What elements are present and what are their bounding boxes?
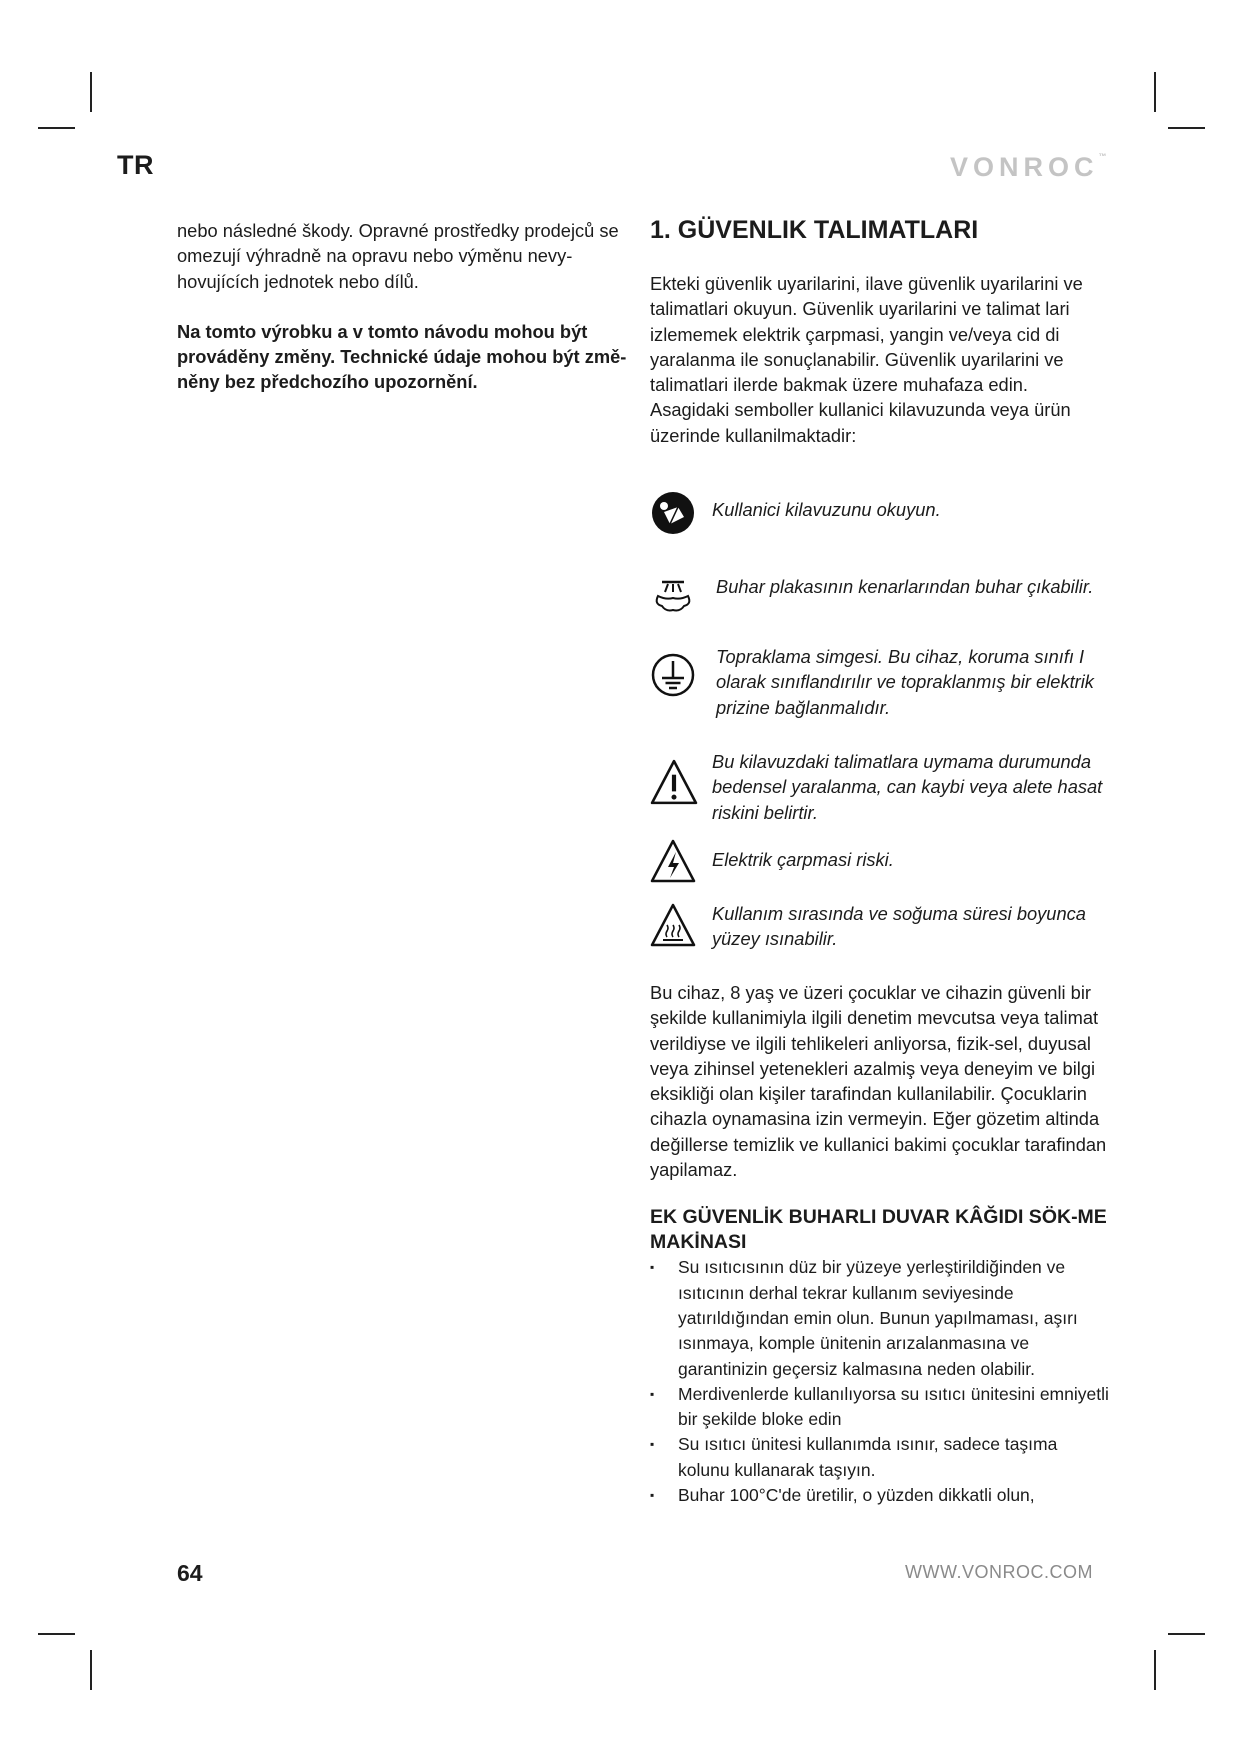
language-code: TR	[117, 150, 154, 180]
section-heading: 1. GÜVENLIK TALIMATLARI	[650, 216, 979, 244]
crop-mark	[1168, 1633, 1205, 1635]
right-column	[650, 214, 1110, 448]
read-manual-icon	[650, 490, 696, 536]
crop-mark	[38, 127, 75, 129]
steam-plate-icon	[650, 574, 696, 620]
crop-mark	[90, 72, 92, 112]
page-number: 64	[177, 1560, 203, 1586]
website-url: WWW.VONROC.COM	[905, 1562, 1093, 1582]
symbols-intro: Asagidaki semboller kullanici kilavuzunda veya ürün üzerinde kullanilmaktadir:	[650, 399, 1071, 446]
brand-logo: VONROC™	[950, 152, 1107, 182]
list-item: ▪ Merdivenlerde kullanılıyorsa su ısıtıcı ünitesini emniyetli bir şekilde bloke edin	[650, 1382, 1110, 1433]
symbol-text: Topraklama simgesi. Bu cihaz, koruma sınıfı I olarak sınıflandırılır ve topraklanmış bir elektrik prizine bağlanmalıdır.	[716, 646, 1094, 718]
crop-mark	[1154, 1650, 1156, 1690]
right-column-continued	[650, 980, 1110, 1508]
symbol-text: Buhar plakasının kenarlarından buhar çıkabilir.	[716, 576, 1094, 597]
symbol-text: Kullanım sırasında ve soğuma süresi boyunca yüzey ısınabilir.	[712, 903, 1086, 950]
list-item: ▪ Buhar 100°C'de üretilir, o yüzden dikkatli olun,	[650, 1483, 1110, 1508]
warning-triangle-icon	[650, 758, 698, 806]
symbol-text: Bu kilavuzdaki talimatlara uymama durumunda bedensel yaralanma, can kaybi veya alete hasat riskini belirtir.	[712, 751, 1103, 823]
earth-ground-icon	[650, 652, 696, 698]
symbol-text: Kullanici kilavuzunu okuyun.	[712, 499, 941, 520]
symbol-text: Elektrik çarpmasi riski.	[712, 849, 894, 870]
change-notice: Na tomto výrobku a v tomto návodu mohou být prováděny změny. Technické údaje mohou být změ-něny bez předchozího upozornění.	[177, 320, 627, 393]
children-paragraph: Bu cihaz, 8 yaş ve üzeri çocuklar ve cihazin güvenli bir şekilde kullanimiyla ilgili denetim mevcutsa veya talimat verildiyse ve ilgili tehlikeleri anliyorsa, fizik-sel, duyusal veya zihinsel yetenekleri azalmiş veya deneyim ve bilgi eksikliği olan kişiler tarafindan kullanilabilir. Çocuklarin cihazla oynamasina izin vermeyin. Eğer gözetim altinda değillerse temizlik ve kullanici bakimi çocuklar tarafindan yapilamaz.	[650, 982, 1107, 1181]
left-column	[177, 218, 632, 395]
list-item: ▪ Su ısıtıcı ünitesi kullanımda ısınır, sadece taşıma kolunu kullanarak taşıyın.	[650, 1432, 1110, 1483]
hot-surface-icon	[650, 902, 696, 948]
crop-mark	[38, 1633, 75, 1635]
list-item: ▪ Su ısıtıcısının düz bir yüzeye yerleştirildiğinden ve ısıtıcının derhal tekrar kullanım seviyesinde yatırıldığından emin olun. Bunun yapılmaması, aşırı ısınmaya, komple ünitenin arızalanmasına ve garantinizin geçersiz kalmasına neden olabilir.	[650, 1255, 1110, 1381]
crop-mark	[1168, 127, 1205, 129]
crop-mark	[90, 1650, 92, 1690]
warranty-paragraph: nebo následné škody. Opravné prostředky prodejců se omezují výhradně na opravu nebo výměnu nevy-hovujících jednotek nebo dílů.	[177, 220, 619, 292]
subheading: EK GÜVENLİK BUHARLI DUVAR KÂĞIDI SÖK-ME MAKİNASI	[650, 1206, 1107, 1254]
safety-intro: Ekteki güvenlik uyarilarini, ilave güvenlik uyarilarini ve talimatlari okuyun. Güvenlik uyarilarini ve talimat lari izlememek elektrik çarpmasi, yangin ve/veya cid di yaralanma ile sonuçlanabilir. Güvenlik uyarilarini ve talimatlari ilerde bakmak üzere muhafaza edin.	[650, 273, 1083, 396]
crop-mark	[1154, 72, 1156, 112]
safety-bullet-list	[650, 1255, 1110, 1508]
electric-shock-icon	[650, 838, 696, 884]
